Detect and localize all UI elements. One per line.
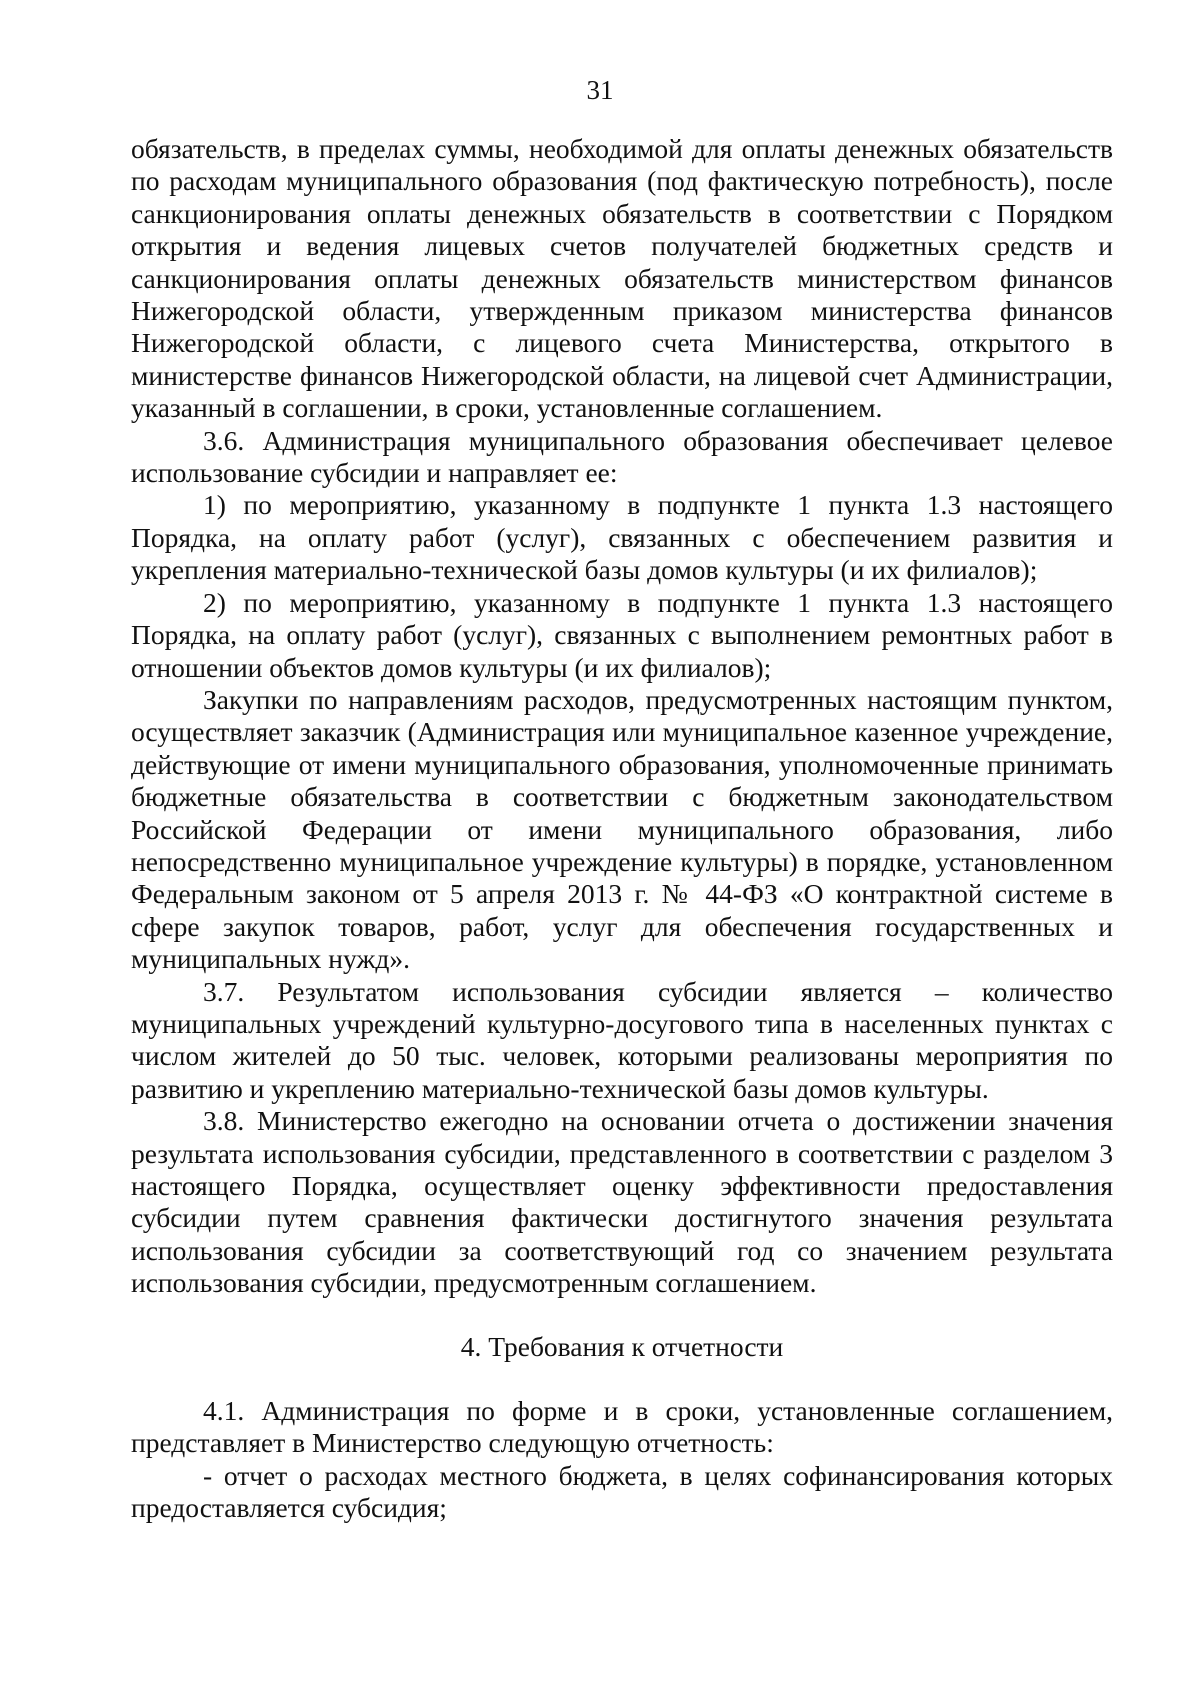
paragraph-4-1-item: - отчет о расходах местного бюджета, в целях софинансирования которых предоставляется субсидия; <box>131 1459 1113 1524</box>
paragraph-4-1: 4.1. Администрация по форме и в сроки, установленные соглашением, представляет в Министерство следующую отчетность: <box>131 1395 1113 1459</box>
document-body <box>131 133 1113 1525</box>
paragraph-continuation: обязательств, в пределах суммы, необходимой для оплаты денежных обязательств по расходам муниципального образования (под фактическую потребность), после санкционирования оплаты денежных обязательств в соответствии с Порядком открытия и ведения лицевых счетов получателей бюджетных средств и санкционирования оплаты денежных обязательств министерством финансов Нижегородской области, утвержденным приказом министерства финансов Нижегородской области, с лицевого счета Министерства, открытого в министерстве финансов Нижегородской области, на лицевой счет Администрации, указанный в соглашении, в сроки, установленные соглашением. <box>131 133 1113 424</box>
section-title: 4. Требования к отчетности <box>460 1330 784 1362</box>
paragraph-3-6: 3.6. Администрация муниципального образования обеспечивает целевое использование субсидии и направляет ее: <box>131 424 1113 489</box>
paragraph-3-6-item-2: 2) по мероприятию, указанному в подпункте 1 пункта 1.3 настоящего Порядка, на оплату работ (услуг), связанных с выполнением ремонтных работ в отношении объектов домов культуры (и их филиалов); <box>131 586 1113 683</box>
page-number: 31 <box>586 75 614 105</box>
paragraph-3-6-item-1: 1) по мероприятию, указанному в подпункте 1 пункта 1.3 настоящего Порядка, на оплату работ (услуг), связанных с обеспечением развития и укрепления материально-технической базы домов культуры (и их филиалов); <box>131 489 1113 586</box>
paragraph-3-7: 3.7. Результатом использования субсидии является – количество муниципальных учреждений культурно-досугового типа в населенных пунктах с числом жителей до 50 тыс. человек, которыми реализованы мероприятия по развитию и укреплению материально-технической базы домов культуры. <box>131 975 1113 1104</box>
paragraph-3-8: 3.8. Министерство ежегодно на основании отчета о достижении значения результата использования субсидии, представленного в соответствии с разделом 3 настоящего Порядка, осуществляет оценку эффективности предоставления субсидии путем сравнения фактически достигнутого значения результата использования субсидии за соответствующий год со значением результата использования субсидии, предусмотренным соглашением. <box>131 1105 1113 1299</box>
paragraph-procurement: Закупки по направлениям расходов, предусмотренных настоящим пунктом, осуществляет заказчик (Администрация или муниципальное казенное учреждение, действующие от имени муниципального образования, уполномоченные принимать бюджетные обязательства в соответствии с бюджетным законодательством Российской Федерации от имени муниципального образования, либо непосредственно муниципальное учреждение культуры) в порядке, установленном Федеральным законом от 5 апреля 2013 г. № 44-ФЗ «О контрактной системе в сфере закупок товаров, работ, услуг для обеспечения государственных и муниципальных нужд». <box>131 683 1113 975</box>
